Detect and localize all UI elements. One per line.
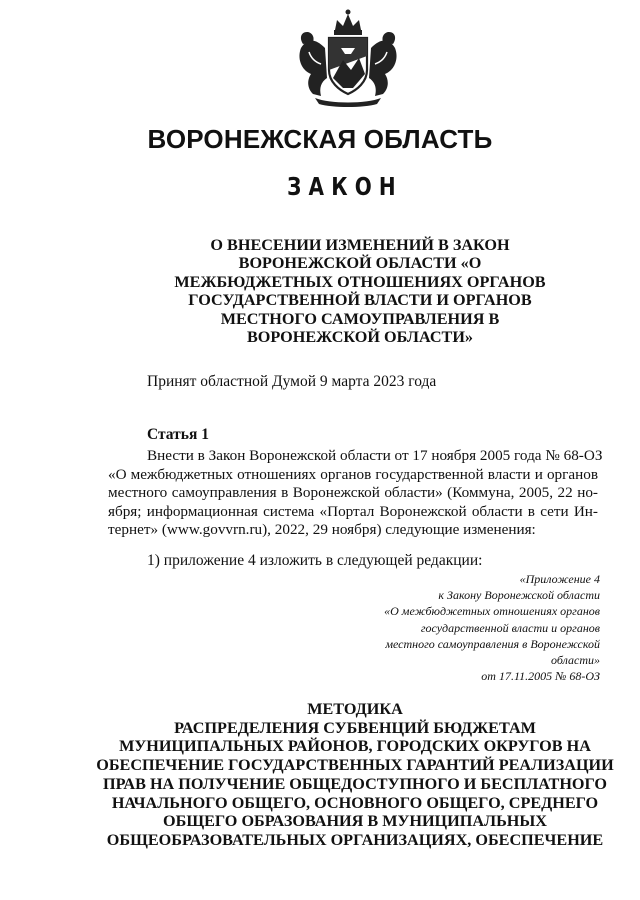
appendix-note (340, 571, 600, 684)
methodology-heading-line: ОБЕСПЕЧЕНИЕ ГОСУДАРСТВЕННЫХ ГАРАНТИЙ РЕАЛИЗАЦИИ (96, 756, 614, 775)
adoption-statement: Принят областной Думой 9 марта 2023 года (147, 373, 437, 390)
region-name: ВОРОНЕЖСКАЯ ОБЛАСТЬ (147, 124, 493, 154)
appendix-note-line: к Закону Воронежской области (438, 588, 600, 603)
appendix-note-line: «Приложение 4 (519, 572, 600, 586)
appendix-note-line: местного самоуправления в Воронежской (385, 636, 600, 651)
appendix-note-line: области» (551, 653, 600, 668)
article-line: местного самоуправления в Воронежской области» (Коммуна, 2005, 22 но- (108, 484, 598, 501)
article-line: «О межбюджетных отношениях органов государственной власти и органов (108, 465, 598, 483)
article-body (108, 447, 603, 540)
law-title-line: О ВНЕСЕНИИ ИЗМЕНЕНИЙ В ЗАКОН (210, 236, 510, 254)
article-line: ября; информационная система «Портал Воронежской области в сети Ин- (108, 502, 598, 520)
article-line: Внести в Закон Воронежской области от 17 ноября 2005 года № 68-ОЗ (147, 447, 603, 464)
article-line: тернет» (www.govvrn.ru), 2022, 29 ноября) следующие изменения: (108, 521, 536, 538)
amendment-item: 1) приложение 4 изложить в следующей редакции: (147, 552, 483, 569)
law-title-line: ВОРОНЕЖСКОЙ ОБЛАСТИ» (246, 328, 474, 347)
methodology-heading-line: РАСПРЕДЕЛЕНИЯ СУБВЕНЦИЙ БЮДЖЕТАМ (174, 718, 536, 737)
article-heading: Статья 1 (147, 426, 209, 443)
document-type: ЗАКОН (287, 172, 403, 201)
appendix-note-line: государственной власти и органов (420, 620, 600, 635)
methodology-heading (95, 700, 615, 850)
law-title-line: ВОРОНЕЖСКОЙ ОБЛАСТИ «О (238, 254, 482, 273)
methodology-heading-line: ОБЩЕОБРАЗОВАТЕЛЬНЫХ ОРГАНИЗАЦИЯХ, ОБЕСПЕЧЕНИЕ (106, 830, 604, 849)
coat-of-arms-icon (285, 8, 411, 108)
law-title-line: МЕСТНОГО САМОУПРАВЛЕНИЯ В (220, 309, 500, 328)
law-title (150, 236, 570, 346)
law-title-line: МЕЖБЮДЖЕТНЫХ ОТНОШЕНИЯХ ОРГАНОВ (174, 272, 546, 291)
methodology-heading-line: ПРАВ НА ПОЛУЧЕНИЕ ОБЩЕДОСТУПНОГО И БЕСПЛАТНОГО (103, 774, 607, 793)
methodology-heading-line: МУНИЦИПАЛЬНЫХ РАЙОНОВ, ГОРОДСКИХ ОКРУГОВ НА (119, 737, 591, 756)
methodology-heading-line: МЕТОДИКА (307, 700, 403, 718)
methodology-heading-line: ОБЩЕГО ОБРАЗОВАНИЯ В МУНИЦИПАЛЬНЫХ (163, 812, 547, 831)
law-title-line: ГОСУДАРСТВЕННОЙ ВЛАСТИ И ОРГАНОВ (188, 291, 532, 310)
methodology-heading-line: НАЧАЛЬНОГО ОБЩЕГО, ОСНОВНОГО ОБЩЕГО, СРЕДНЕГО (111, 793, 599, 812)
appendix-note-line: «О межбюджетных отношениях органов (384, 604, 600, 619)
appendix-note-line: от 17.11.2005 № 68-ОЗ (481, 669, 600, 684)
